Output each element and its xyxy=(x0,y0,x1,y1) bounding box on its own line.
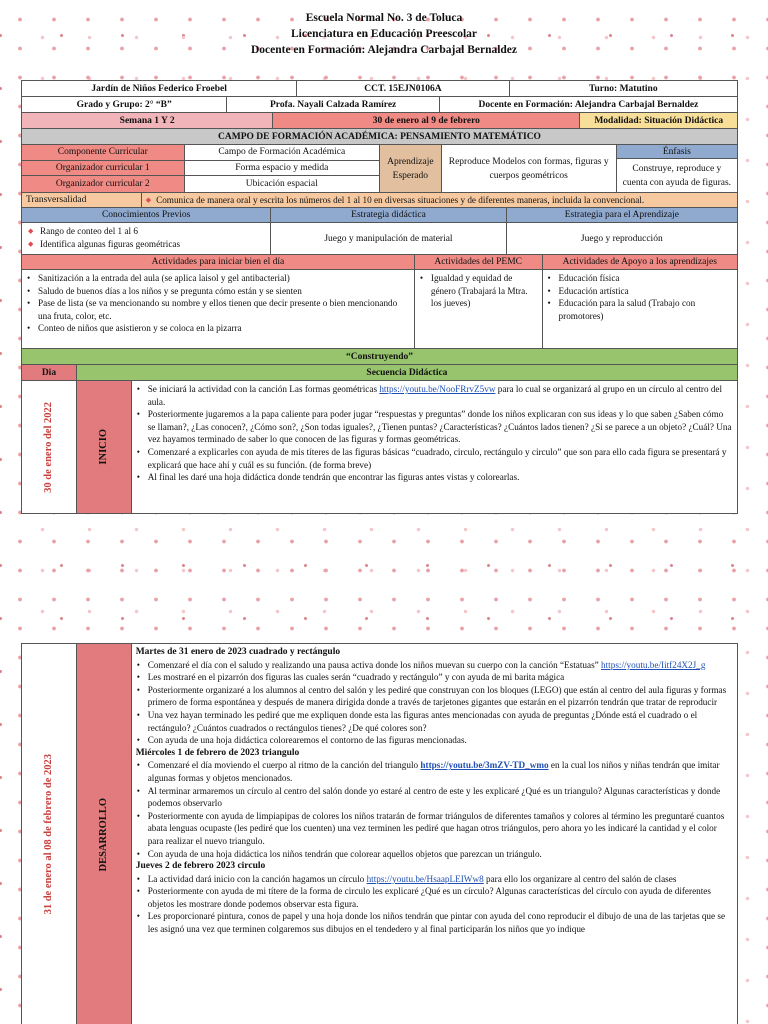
phase-desarrollo-cell xyxy=(77,644,132,1024)
transversality-label: Transversalidad xyxy=(22,193,142,207)
sequence-item xyxy=(136,810,733,848)
activity-item: • Educación para la salud (Trabajo con promotores) xyxy=(547,297,733,322)
sequence-item-text: La actividad dará inicio con la canción hagamos un círculo xyxy=(147,873,367,884)
start-day-activities-header: Actividades para iniciar bien el día xyxy=(22,255,415,269)
wednesday-title: Miércoles 1 de febrero de 2023 triangulo xyxy=(135,747,300,758)
kinder-name: Jardín de Niños Federico Froebel xyxy=(22,81,297,96)
prior-knowledge-list xyxy=(22,223,271,254)
planning-table-top xyxy=(21,80,738,514)
day1-date: 30 de enero del 2022 xyxy=(43,401,55,493)
activity-item: • Conteo de niños que asistieron y se coloca en la pizarra xyxy=(26,322,410,335)
sequence-item xyxy=(136,408,733,446)
activity-item: • Educación física xyxy=(547,272,733,285)
prior-knowledge-item: ◆ Rango de conteo del 1 al 6 xyxy=(26,225,180,238)
sequence-item xyxy=(136,471,733,484)
phase-desarrollo-label: DESARROLLO xyxy=(98,797,110,872)
sequence-item-text: Con ayuda de una hoja didáctica los niños tendrán que colorear aquellos objetos que parezcan un triángulo. xyxy=(147,848,542,859)
teacher-name: Docente en Formación: Alejandra Carbajal Bernaldez xyxy=(250,44,518,56)
organizer2-label: Organizador curricular 2 xyxy=(22,176,185,192)
sequence-item-text: Una vez hayan terminado les pediré que me expliquen donde esta las figuras antes mencionadas con ayuda de preguntas ¿Dónde está el cuadrado o el rectángulo? ¿Cuántos cuadrados o rectángulos tienes? ¿De qué colores son? xyxy=(147,709,698,733)
pemc-activities-list xyxy=(415,270,543,348)
degree-name: Licenciatura en Educación Preescolar xyxy=(291,28,477,40)
emphasis-label: Énfasis xyxy=(617,145,737,159)
tuesday-title: Martes de 31 enero de 2023 cuadrado y rectángulo xyxy=(135,647,341,657)
sequence-title: “Construyendo” xyxy=(345,351,414,362)
sequence-item-text: Comenzaré el día moviendo el cuerpo al ritmo de la canción del triangulo xyxy=(147,760,421,771)
head-teacher: Profa. Nayali Calzada Ramírez xyxy=(227,97,439,112)
sequence-item xyxy=(136,671,733,684)
component-value: Campo de Formación Académica xyxy=(218,147,346,158)
support-activities-list xyxy=(543,270,737,348)
planning-table-desarrollo xyxy=(21,643,738,1024)
sequence-item-text: para ello los organizare al centro del salón de clases xyxy=(483,873,677,884)
transversality-value xyxy=(142,193,737,207)
sequence-item xyxy=(136,446,733,471)
sequence-item-text: Posteriormente con ayuda de mi títere de la forma de circulo les explicaré ¿Qué es un círculo? Algunas características del círculo con ayuda de diferentes objetos les mostrare donde podemos observar esta figura. xyxy=(147,886,711,909)
activity-item: • Igualdad y equidad de género (Trabajará la Mtra. los jueves) xyxy=(419,272,538,310)
sequence-item xyxy=(136,659,733,672)
organizer1-label: Organizador curricular 1 xyxy=(22,161,185,176)
sequence-item-text: Les proporcionaré pintura, conos de papel y una hoja donde los niños tendrán que pintar con ayuda del cono reproducir el dibujo de una de las tarjetas que se les asignó una vez que terminen colgaremos sus dibujos en el tendedero y al final participarán los niños que yo indique xyxy=(147,911,726,935)
activity-item: • Sanitización a la entrada del aula (se aplica laisol y gel antibacterial) xyxy=(26,272,410,285)
activity-item: • Educación artística xyxy=(547,285,733,298)
sequence-item-text: Posteriormente con ayuda de limpiapipas de colores los niños tratarán de formar triángulos de diferentes tamaños y colores al término les preguntaré cuantos abata lenguas ocupaste (les pediré que los cuenten) una vez terminen les pediré que hagan otros triángulos, pero ahora yo les indicaré la cantidad y el color para realizar el nuevo triangulo. xyxy=(147,810,725,846)
sequence-item-text: en la cual los niños y niñas tendrán que imitar algunas formas y objetos mencionados. xyxy=(147,760,720,783)
sequence-item xyxy=(136,709,733,734)
video-link[interactable]: https://youtu.be/3mZV-TD_wmo xyxy=(420,760,549,771)
sequence-item-text: Se iniciará la actividad con la canción Las formas geométricas xyxy=(147,384,380,394)
learning-strategy-header: Estrategia para el Aprendizaje xyxy=(564,210,679,220)
inicio-activities xyxy=(132,381,737,513)
pemc-activities-header: Actividades del PEMC xyxy=(415,255,543,269)
cct-code: CCT. 15EJN0106A xyxy=(297,81,509,96)
day1-cell xyxy=(22,381,77,513)
expected-learning-label: Aprendizaje Esperado xyxy=(380,145,442,192)
sequence-item-text: Posteriormente jugaremos a la papa caliente para poder jugar “respuestas y preguntas” donde los niños explicaran con sus ideas y lo que saben ¿Saben cómo se llaman?, ¿Las conocen?, ¿Cómo son?, ¿Son todas iguales?, ¿Tienen puntas? ¿Características? ¿Cuántos lados tienen? ¿Si se parece a un objeto? ¿Cuál? Una vez hayamos terminado de saber lo que conocen de las figuras y formas geométricas. xyxy=(147,409,732,445)
document-header xyxy=(0,10,768,58)
sequence-item-text: Al final les daré una hoja didáctica donde tendrán que encontrar las figuras antes vistas y colorearlas. xyxy=(147,472,520,483)
prior-knowledge-header: Conocimientos Previos xyxy=(22,208,271,222)
diamond-bullet-icon: ◆ xyxy=(145,196,152,204)
date-range: 30 de enero al 9 de febrero xyxy=(273,113,580,128)
day2-date: 31 de enero al 08 de febrero de 2023 xyxy=(43,754,55,915)
sequence-item xyxy=(136,873,733,886)
trainee-teacher: Docente en Formación: Alejandra Carbajal Bernaldez xyxy=(478,99,699,110)
organizer1-value: Forma espacio y medida xyxy=(235,163,329,173)
sequence-item-text: Posteriormente organizaré a los alumnos al centro del salón y les pediré que construyan con los bloques (LEGO) que están al centro del aula figuras y formas primero de forma espontánea y después de manera dirigida donde a través de tarjetones gigantes que estarán en el pizarrón tendrán que tratar de reproducir xyxy=(147,684,727,708)
sequence-item-text: Les mostraré en el pizarrón dos figuras las cuales serán “cuadrado y rectángulo” y con ayuda de mi barita mágica xyxy=(147,672,565,683)
prior-knowledge-item: ◆ Identifica algunas figuras geométricas xyxy=(26,238,180,251)
school-name: Escuela Normal No. 3 de Toluca xyxy=(305,12,463,24)
video-link[interactable]: https://youtu.be/NooFRrvZ5vw xyxy=(379,384,496,394)
grade-group: Grado y Grupo: 2° “B” xyxy=(22,97,227,112)
sequence-column-header: Secuencia Didáctica xyxy=(366,367,448,378)
activity-item: • Saludo de buenos días a los niños y se pregunta cómo están y se sienten xyxy=(26,285,410,298)
sequence-item xyxy=(136,759,733,784)
activity-item: • Pase de lista (se va mencionando su nombre y ellos tienen que decir presente o bien mencionando una fruta, color, etc. xyxy=(26,297,410,322)
component-label: Componente Curricular xyxy=(22,145,185,160)
start-day-activities-list xyxy=(22,270,415,348)
video-link[interactable]: https://youtu.be/HsaapLEIWw8 xyxy=(366,873,484,884)
emphasis-value: Construye, reproduce y cuenta con ayuda de figuras. xyxy=(622,163,732,188)
video-link[interactable]: https://youtu.be/Iitf24X2J_g xyxy=(601,659,706,670)
day2-cell xyxy=(22,644,77,1024)
sequence-item-text: Comenzaré a explicarles con ayuda de mis títeres de las figuras básicas “cuadrado, circulo, rectángulo y circulo” que son para ello cada figura se presentará y explicará que hace ahí y cuál es su función. (de forma breve) xyxy=(147,446,727,470)
sequence-item xyxy=(136,734,733,747)
modality: Modalidad: Situación Didáctica xyxy=(580,113,737,128)
desarrollo-activities xyxy=(132,644,737,1024)
sequence-item-text: Al terminar armaremos un círculo al centro del salón donde yo estaré al centro de este y les explicaré ¿Qué es un triangulo? Algunas características y donde podemos observarlo xyxy=(147,785,721,809)
learning-strategy-value: Juego y reproducción xyxy=(580,233,663,244)
sequence-item xyxy=(136,684,733,709)
transversality-text: Comunica de manera oral y escrita los números del 1 al 10 en diversas situaciones y de diferentes maneras, incluida la convencional. xyxy=(156,195,645,205)
sequence-item xyxy=(136,785,733,810)
sequence-item xyxy=(136,910,733,935)
didactic-strategy-header: Estrategia didáctica xyxy=(271,208,506,222)
week-label: Semana 1 Y 2 xyxy=(22,113,273,128)
field-title: CAMPO DE FORMACIÓN ACADÉMICA: PENSAMIENTO MATEMÁTICO xyxy=(218,131,541,142)
expected-learning-value: Reproduce Modelos con formas, figuras y cuerpos geométricos xyxy=(442,145,617,192)
sequence-item xyxy=(136,848,733,861)
day-column-header: Dia xyxy=(22,365,77,380)
shift: Turno: Matutino xyxy=(589,83,658,94)
phase-inicio-cell xyxy=(77,381,132,513)
phase-inicio-label: INICIO xyxy=(98,429,110,465)
organizer2-value: Ubicación espacial xyxy=(245,179,318,190)
sequence-item-text: Comenzaré el día con el saludo y realizando una pausa activa donde los niños muevan su cuerpo con la canción “Estatuas” xyxy=(147,659,602,670)
thursday-title: Jueves 2 de febrero 2023 circulo xyxy=(135,861,266,872)
sequence-item-text: para lo cual se organizará al grupo en un círculo al centro del aula. xyxy=(147,384,723,407)
sequence-item xyxy=(136,383,733,408)
didactic-strategy-value: Juego y manipulación de material xyxy=(271,223,506,254)
support-activities-header: Actividades de Apoyo a los aprendizajes xyxy=(562,257,717,267)
sequence-item xyxy=(136,885,733,910)
sequence-item-text: Con ayuda de una hoja didáctica colorearemos el contorno de las figuras mencionadas. xyxy=(147,735,467,746)
